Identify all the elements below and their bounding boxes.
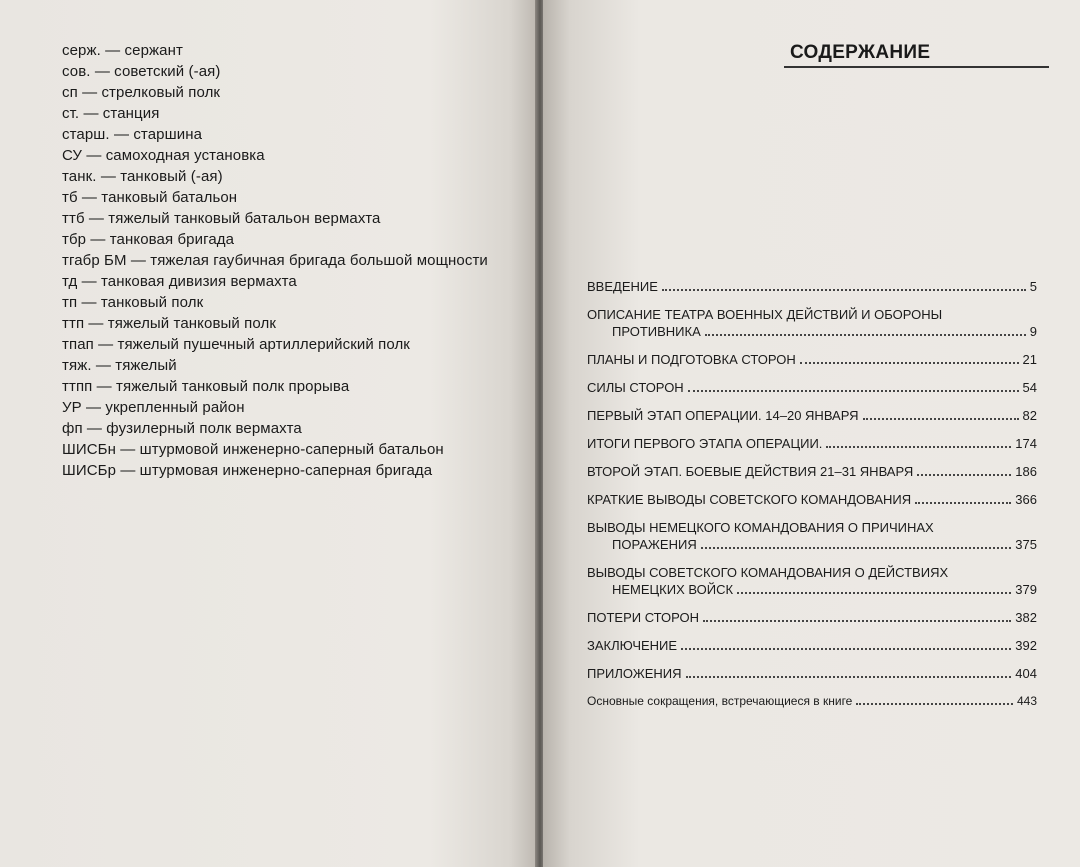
abbreviation-item: фп — фузилерный полк вермахта <box>62 420 302 437</box>
toc-entry-title-continued: НЕМЕЦКИХ ВОЙСК <box>612 582 734 597</box>
abbreviation-item: ШИСБр — штурмовая инженерно-саперная бригада <box>62 462 433 479</box>
abbreviation-item: тбр — танковая бригада <box>62 231 235 248</box>
leader-dots <box>681 648 1011 650</box>
left-page <box>0 0 537 867</box>
toc-entry[interactable] <box>587 379 1037 396</box>
abbreviation-item: тд — танковая дивизия вермахта <box>62 273 297 290</box>
toc-page-number: 382 <box>1015 610 1037 625</box>
toc-entry-title: ИТОГИ ПЕРВОГО ЭТАПА ОПЕРАЦИИ. <box>587 436 823 451</box>
abbreviation-item: ттпп — тяжелый танковый полк прорыва <box>62 378 350 395</box>
toc-page-number: 404 <box>1015 666 1037 681</box>
toc-page-number: 174 <box>1015 436 1037 451</box>
abbreviation-item: ттп — тяжелый танковый полк <box>62 315 276 332</box>
toc-page-number: 375 <box>1015 537 1037 552</box>
leader-dots <box>863 418 1019 420</box>
table-of-contents <box>587 278 1037 721</box>
abbreviation-item: тп — танковый полк <box>62 294 204 311</box>
abbreviation-item: ттб — тяжелый танковый батальон вермахта <box>62 210 381 227</box>
leader-dots <box>703 620 1011 622</box>
toc-entry[interactable] <box>587 491 1037 508</box>
toc-entry[interactable] <box>587 463 1037 480</box>
toc-entry[interactable] <box>587 306 1037 340</box>
leader-dots <box>800 362 1019 364</box>
abbreviation-item: ст. — станция <box>62 105 160 122</box>
abbreviation-item: УР — укрепленный район <box>62 399 245 416</box>
abbreviation-item: тпап — тяжелый пушечный артиллерийский полк <box>62 336 410 353</box>
toc-page-number: 379 <box>1015 582 1037 597</box>
toc-page-number: 392 <box>1015 638 1037 653</box>
toc-entry[interactable] <box>587 564 1037 598</box>
toc-entry[interactable] <box>587 519 1037 553</box>
toc-page-number: 21 <box>1022 352 1037 367</box>
toc-entry-title: ВВЕДЕНИЕ <box>587 279 658 294</box>
toc-entry-title: ВЫВОДЫ СОВЕТСКОГО КОМАНДОВАНИЯ О ДЕЙСТВИЯХ <box>587 565 949 580</box>
toc-entry-title: СИЛЫ СТОРОН <box>587 380 684 395</box>
toc-entry[interactable] <box>587 278 1037 295</box>
toc-entry-title: ПЕРВЫЙ ЭТАП ОПЕРАЦИИ. 14–20 ЯНВАРЯ <box>587 408 859 423</box>
toc-entry-title: КРАТКИЕ ВЫВОДЫ СОВЕТСКОГО КОМАНДОВАНИЯ <box>587 492 912 507</box>
abbreviation-item: сп — стрелковый полк <box>62 84 221 101</box>
toc-entry[interactable] <box>587 407 1037 424</box>
leader-dots <box>917 474 1011 476</box>
toc-page-number: 366 <box>1015 492 1037 507</box>
abbreviation-item: серж. — сержант <box>62 42 183 59</box>
toc-entry-title: ПОТЕРИ СТОРОН <box>587 610 700 625</box>
leader-dots <box>688 390 1019 392</box>
abbreviation-item: тб — танковый батальон <box>62 189 238 206</box>
toc-entry-title-continued: ПРОТИВНИКА <box>612 324 701 339</box>
toc-entry-title: Основные сокращения, встречающиеся в книге <box>587 694 853 708</box>
abbreviation-item: сов. — советский (-ая) <box>62 63 221 80</box>
toc-entry-title: ПЛАНЫ И ПОДГОТОВКА СТОРОН <box>587 352 796 367</box>
toc-entry-title-continued: ПОРАЖЕНИЯ <box>612 537 697 552</box>
toc-entry-title: ВТОРОЙ ЭТАП. БОЕВЫЕ ДЕЙСТВИЯ 21–31 ЯНВАРЯ <box>587 464 914 479</box>
contents-title: СОДЕРЖАНИЕ <box>790 42 931 63</box>
title-underline <box>784 66 1049 68</box>
toc-entry[interactable] <box>587 693 1037 710</box>
toc-page-number: 443 <box>1016 694 1037 708</box>
leader-dots <box>915 502 1011 504</box>
toc-page-number: 186 <box>1015 464 1037 479</box>
leader-dots <box>826 446 1011 448</box>
leader-dots <box>686 676 1012 678</box>
toc-entry[interactable] <box>587 351 1037 368</box>
leader-dots <box>737 592 1011 594</box>
toc-entry[interactable] <box>587 665 1037 682</box>
leader-dots <box>705 334 1026 336</box>
toc-entry-title: ОПИСАНИЕ ТЕАТРА ВОЕННЫХ ДЕЙСТВИЙ И ОБОРОНЫ <box>587 307 943 322</box>
toc-entry-title: ЗАКЛЮЧЕНИЕ <box>587 638 678 653</box>
toc-entry[interactable] <box>587 435 1037 452</box>
abbreviation-item: тгабр БМ — тяжелая гаубичная бригада большой мощности <box>62 252 488 269</box>
toc-entry-title: ВЫВОДЫ НЕМЕЦКОГО КОМАНДОВАНИЯ О ПРИЧИНАХ <box>587 520 934 535</box>
abbreviation-item: танк. — танковый (-ая) <box>62 168 223 185</box>
leader-dots <box>856 703 1013 705</box>
abbreviation-item: старш. — старшина <box>62 126 203 143</box>
abbreviation-item: тяж. — тяжелый <box>62 357 177 374</box>
toc-entry[interactable] <box>587 637 1037 654</box>
toc-page-number: 5 <box>1029 279 1037 294</box>
toc-entry[interactable] <box>587 609 1037 626</box>
abbreviation-item: СУ — самоходная установка <box>62 147 265 164</box>
toc-page-number: 82 <box>1022 408 1037 423</box>
leader-dots <box>701 547 1012 549</box>
toc-entry-title: ПРИЛОЖЕНИЯ <box>587 666 682 681</box>
leader-dots <box>662 289 1026 291</box>
toc-page-number: 9 <box>1029 324 1037 339</box>
toc-page-number: 54 <box>1022 380 1037 395</box>
abbreviation-item: ШИСБн — штурмовой инженерно-саперный батальон <box>62 441 444 458</box>
abbreviation-list <box>62 40 492 481</box>
